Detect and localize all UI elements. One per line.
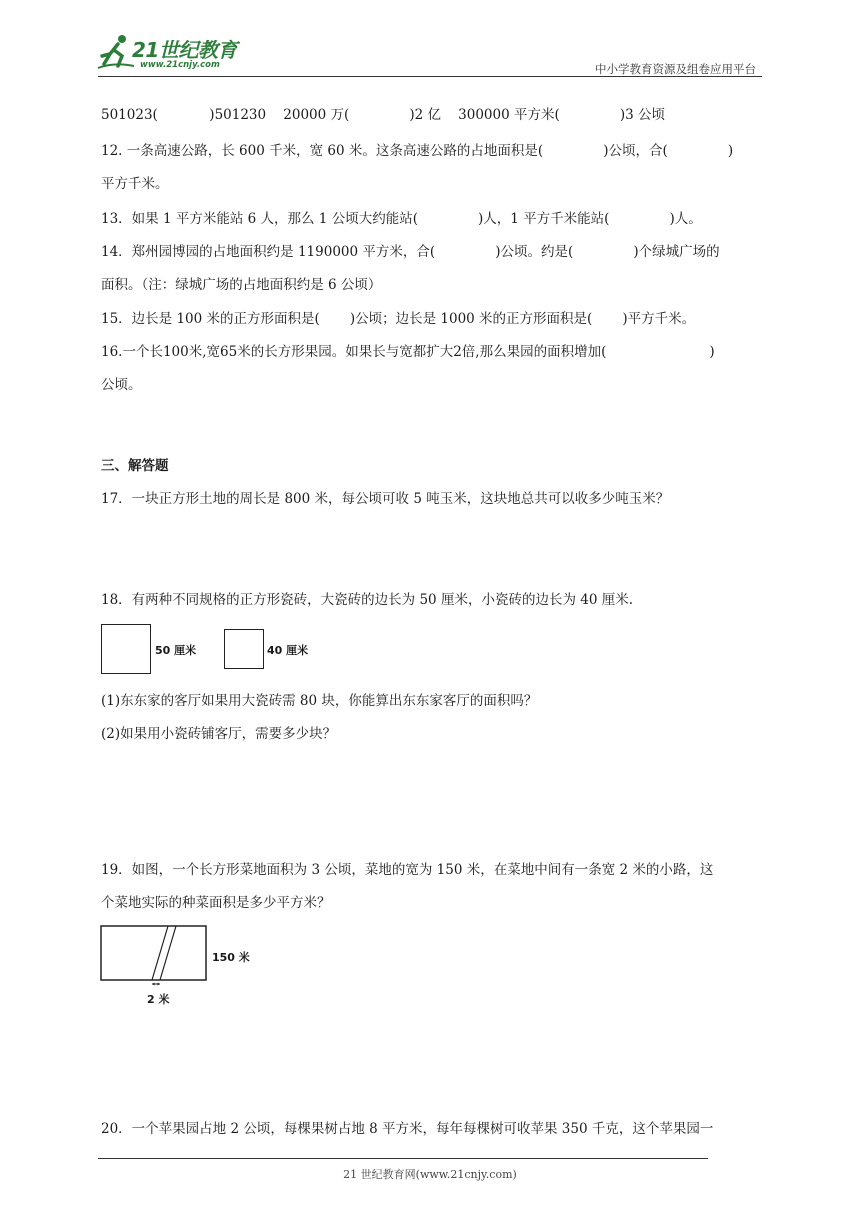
runner-logo-icon <box>96 32 136 72</box>
question-18-part-1: (1)东东家的客厅如果用大瓷砖需 80 块，你能算出东东家客厅的面积吗？ <box>101 693 538 709</box>
question-16-line-1: 16.一个长100米,宽65米的长方形果园。如果长与宽都扩大2倍,那么果园的面积增加( ) <box>101 344 715 360</box>
question-19-line-1: 19．如图，一个长方形菜地面积为 3 公顷，菜地的宽为 150 米，在菜地中间有一条宽 2 米的小路，这 <box>101 862 714 878</box>
section-title: 三、解答题 <box>101 458 169 474</box>
question-19-line-2: 个菜地实际的种菜面积是多少平方米？ <box>101 895 331 911</box>
footer-divider <box>98 1158 708 1159</box>
vegetable-field-figure <box>100 924 210 986</box>
question-14-line-2: 面积。（注：绿城广场的占地面积约是 6 公顷） <box>101 277 382 293</box>
logo-text: 21世纪教育 <box>132 38 237 62</box>
big-tile-label: 50 厘米 <box>155 644 197 657</box>
small-tile-label: 40 厘米 <box>267 644 309 657</box>
question-12-line-1: 12. 一条高速公路，长 600 千米，宽 60 米。这条高速公路的占地面积是( )公顷，合( ) <box>101 143 734 159</box>
question-20: 20．一个苹果园占地 2 公顷，每棵果树占地 8 平方米，每年每棵树可收苹果 350 千克，这个苹果园一 <box>101 1121 714 1137</box>
question-14-line-1: 14．郑州园博园的占地面积约是 1190000 平方米，合( )公顷。约是( )个绿城广场的 <box>101 244 720 260</box>
footer: 21 世纪教育网(www.21cnjy.com) <box>343 1168 517 1181</box>
question-16-line-2: 公顷。 <box>101 377 142 393</box>
question-12-line-2: 平方千米。 <box>101 176 169 192</box>
question-18: 18．有两种不同规格的正方形瓷砖，大瓷砖的边长为 50 厘米，小瓷砖的边长为 40 厘米. <box>101 592 633 608</box>
question-11-line: 501023( )501230 20000 万( )2 亿 300000 平方米( )3 公顷 <box>101 107 665 123</box>
question-17: 17．一块正方形土地的周长是 800 米，每公顷可收 5 吨玉米，这块地总共可以收多少吨玉米？ <box>101 491 670 507</box>
question-18-part-2: (2)如果用小瓷砖铺客厅，需要多少块？ <box>101 726 337 742</box>
logo <box>96 30 266 76</box>
big-tile-figure <box>101 624 151 674</box>
field-width-label: 150 米 <box>212 951 250 964</box>
header-divider <box>98 76 762 77</box>
platform-name: 中小学教育资源及组卷应用平台 <box>595 62 756 76</box>
question-15: 15．边长是 100 米的正方形面积是( )公顷；边长是 1000 米的正方形面积是( )平方千米。 <box>101 311 696 327</box>
question-13: 13．如果 1 平方米能站 6 人，那么 1 公顷大约能站( )人，1 平方千米能站( )人。 <box>101 211 702 227</box>
logo-url: www.21cnjy.com <box>140 60 220 70</box>
path-width-label: 2 米 <box>147 993 170 1006</box>
small-tile-figure <box>224 629 264 669</box>
